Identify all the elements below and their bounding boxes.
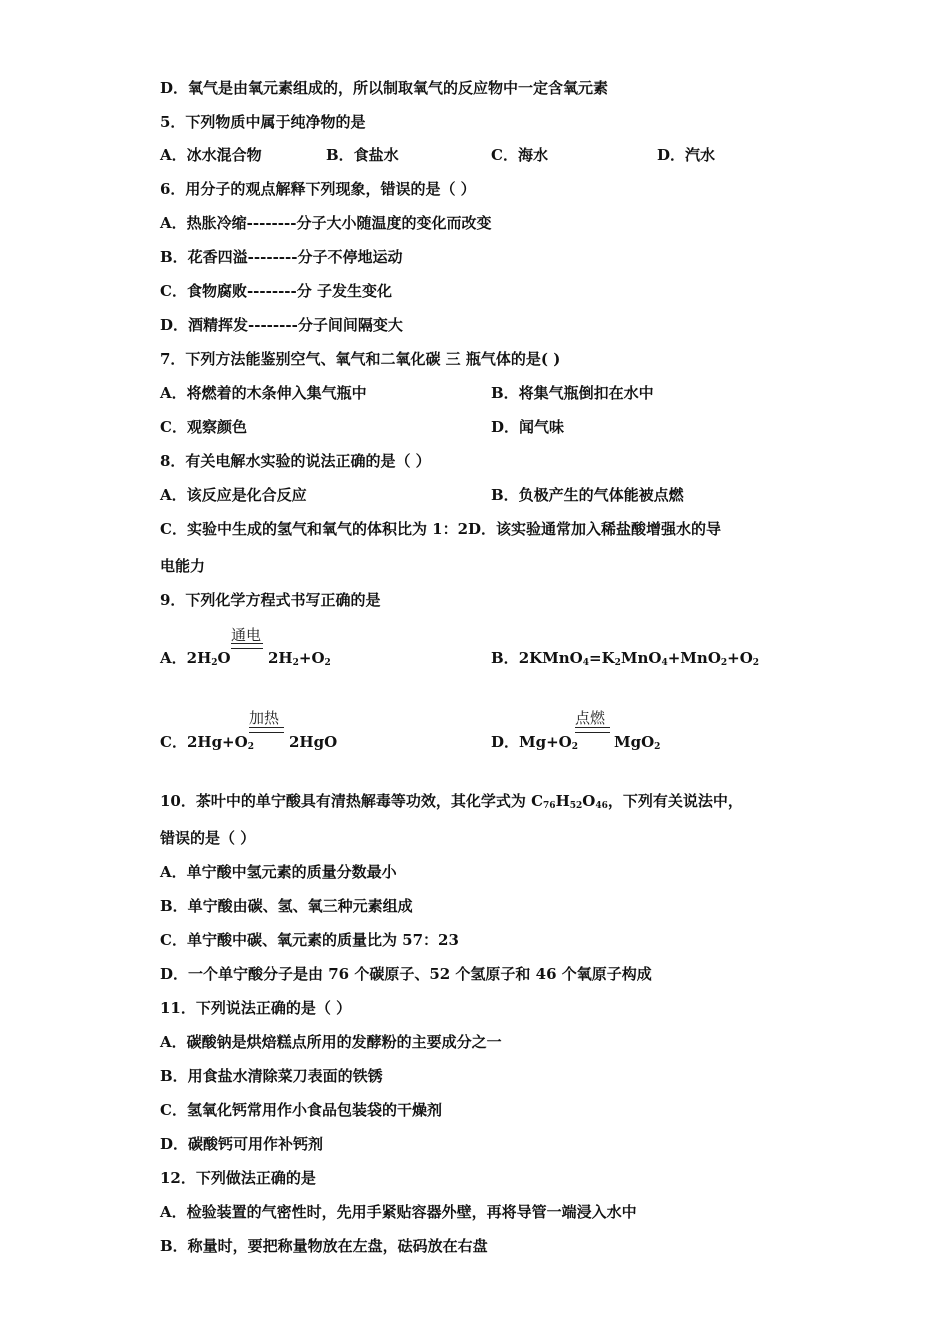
q9-a-equals-sign <box>231 643 263 649</box>
q9-d-label: D． <box>491 733 520 751</box>
q9-b-s5: 2 <box>752 658 760 668</box>
q12-option-b: B．称量时，要把称量物放在左盘，砝码放在右盘 <box>160 1237 488 1255</box>
q10-stem-s3: 46 <box>595 801 608 811</box>
q10-stem-continued: 错误的是（ ） <box>160 829 256 847</box>
q12-option-a: A．检验装置的气密性时，先用手紧贴容器外壁，再将导管一端浸入水中 <box>160 1203 637 1221</box>
q9-b-s1: 4 <box>582 658 590 668</box>
q9-c-condition: 加热 <box>249 709 280 727</box>
q12-stem: 12．下列做法正确的是 <box>160 1169 316 1187</box>
q8-option-cd: C．实验中生成的氢气和氧气的体积比为 1：2D．该实验通常加入稀盐酸增强水的导 <box>160 520 722 538</box>
q8-option-a: A．该反应是化合反应 <box>160 486 307 504</box>
q7-option-a: A．将燃着的木条伸入集气瓶中 <box>160 384 367 402</box>
q10-stem-s2: 52 <box>569 801 583 811</box>
q10-option-b: B．单宁酸由碳、氢、氧三种元素组成 <box>160 897 413 915</box>
q9-a-condition: 通电 <box>231 626 262 644</box>
q10-stem-p4: ，下列有关说法中， <box>607 792 743 810</box>
q10-stem-p1: 10．茶叶中的单宁酸具有清热解毒等功效，其化学式为 C <box>160 792 544 810</box>
q9-b-p3: MnO <box>620 649 662 667</box>
q11-option-b: B．用食盐水清除菜刀表面的铁锈 <box>160 1067 383 1085</box>
q7-option-b: B．将集气瓶倒扣在水中 <box>491 384 654 402</box>
q8-option-b: B．负极产生的气体能被点燃 <box>491 486 684 504</box>
q9-a-right-text: 2H <box>268 649 293 667</box>
q6-option-a: A．热胀冷缩--------分子大小随温度的变化而改变 <box>160 214 492 232</box>
q5-stem: 5．下列物质中属于纯净物的是 <box>160 113 366 131</box>
q10-option-c: C．单宁酸中碳、氧元素的质量比为 57：23 <box>160 931 459 949</box>
q4-option-d: D．氧气是由氧元素组成的，所以制取氧气的反应物中一定含氧元素 <box>160 79 609 97</box>
q9-c-left: 2Hg+O <box>186 733 248 751</box>
q9-option-c <box>160 732 254 757</box>
q10-stem-p2: H <box>555 792 570 810</box>
q9-d-right-sub: 2 <box>654 742 661 752</box>
q11-stem: 11．下列说法正确的是（ ） <box>160 999 352 1017</box>
q9-c-right: 2HgO <box>289 733 338 751</box>
q9-b-p5: +O <box>727 649 753 667</box>
q6-option-d: D．酒精挥发--------分子间间隔变大 <box>160 316 403 334</box>
q9-b-p2: =K <box>589 649 615 667</box>
q9-c-label: C． <box>160 733 187 751</box>
q6-option-b: B．花香四溢--------分子不停地运动 <box>160 248 403 266</box>
q9-d-left: Mg+O <box>519 733 572 751</box>
q10-option-d: D．一个单宁酸分子是由 76 个碳原子、52 个氢原子和 46 个氧原子构成 <box>160 965 652 983</box>
q9-a-right-sub: 2 <box>292 658 299 668</box>
q9-b-s4: 2 <box>720 658 728 668</box>
q9-a-label: A． <box>160 649 187 667</box>
q9-c-left-sub: 2 <box>247 742 254 752</box>
q5-option-c: C．海水 <box>491 146 548 164</box>
q9-b-p4: +MnO <box>667 649 721 667</box>
q9-b-p1: 2KMnO <box>518 649 583 667</box>
q5-option-d: D．汽水 <box>657 146 716 164</box>
q9-a-left-tail: O <box>217 649 231 667</box>
q9-a-right-sub2: 2 <box>324 658 331 668</box>
q9-b-label: B． <box>491 649 519 667</box>
q8-stem: 8．有关电解水实验的说法正确的是（ ） <box>160 452 431 470</box>
q11-option-d: D．碳酸钙可用作补钙剂 <box>160 1135 324 1153</box>
q5-option-a: A．冰水混合物 <box>160 146 262 164</box>
q9-option-d <box>491 732 578 757</box>
q11-option-c: C．氢氧化钙常用作小食品包装袋的干燥剂 <box>160 1101 442 1119</box>
q7-stem: 7．下列方法能鉴别空气、氧气和二氧化碳 三 瓶气体的是( ) <box>160 350 561 368</box>
q9-option-b <box>491 648 759 673</box>
q9-a-left-sub: 2 <box>211 658 218 668</box>
q10-option-a: A．单宁酸中氢元素的质量分数最小 <box>160 863 397 881</box>
q10-stem-s1: 76 <box>543 801 556 811</box>
q10-stem-p3: O <box>582 792 596 810</box>
q11-option-a: A．碳酸钠是烘焙糕点所用的发酵粉的主要成分之一 <box>160 1033 502 1051</box>
q9-option-a <box>160 648 231 673</box>
q9-b-s3: 4 <box>661 658 668 668</box>
q6-option-c: C．食物腐败--------分 子发生变化 <box>160 282 392 300</box>
q9-d-condition: 点燃 <box>575 709 606 727</box>
q9-d-left-sub: 2 <box>571 742 579 752</box>
q7-option-d: D．闻气味 <box>491 418 565 436</box>
q9-a-right-tail: +O <box>298 649 325 667</box>
q9-d-right-text: MgO <box>614 733 655 751</box>
q9-stem: 9．下列化学方程式书写正确的是 <box>160 591 381 609</box>
q6-stem: 6．用分子的观点解释下列现象，错误的是（ ） <box>160 180 476 198</box>
q9-d-right <box>614 732 660 757</box>
q9-b-s2: 2 <box>614 658 621 668</box>
q5-option-b: B．食盐水 <box>326 146 399 164</box>
q9-a-left: 2H <box>186 649 212 667</box>
q8-option-cd-continued: 电能力 <box>160 557 206 575</box>
q9-a-right <box>268 648 331 673</box>
q7-option-c: C．观察颜色 <box>160 418 247 436</box>
q10-stem <box>160 791 743 816</box>
q9-c-equals-sign <box>249 727 284 733</box>
q5-options <box>0 145 950 165</box>
q9-d-equals-sign <box>575 727 610 733</box>
